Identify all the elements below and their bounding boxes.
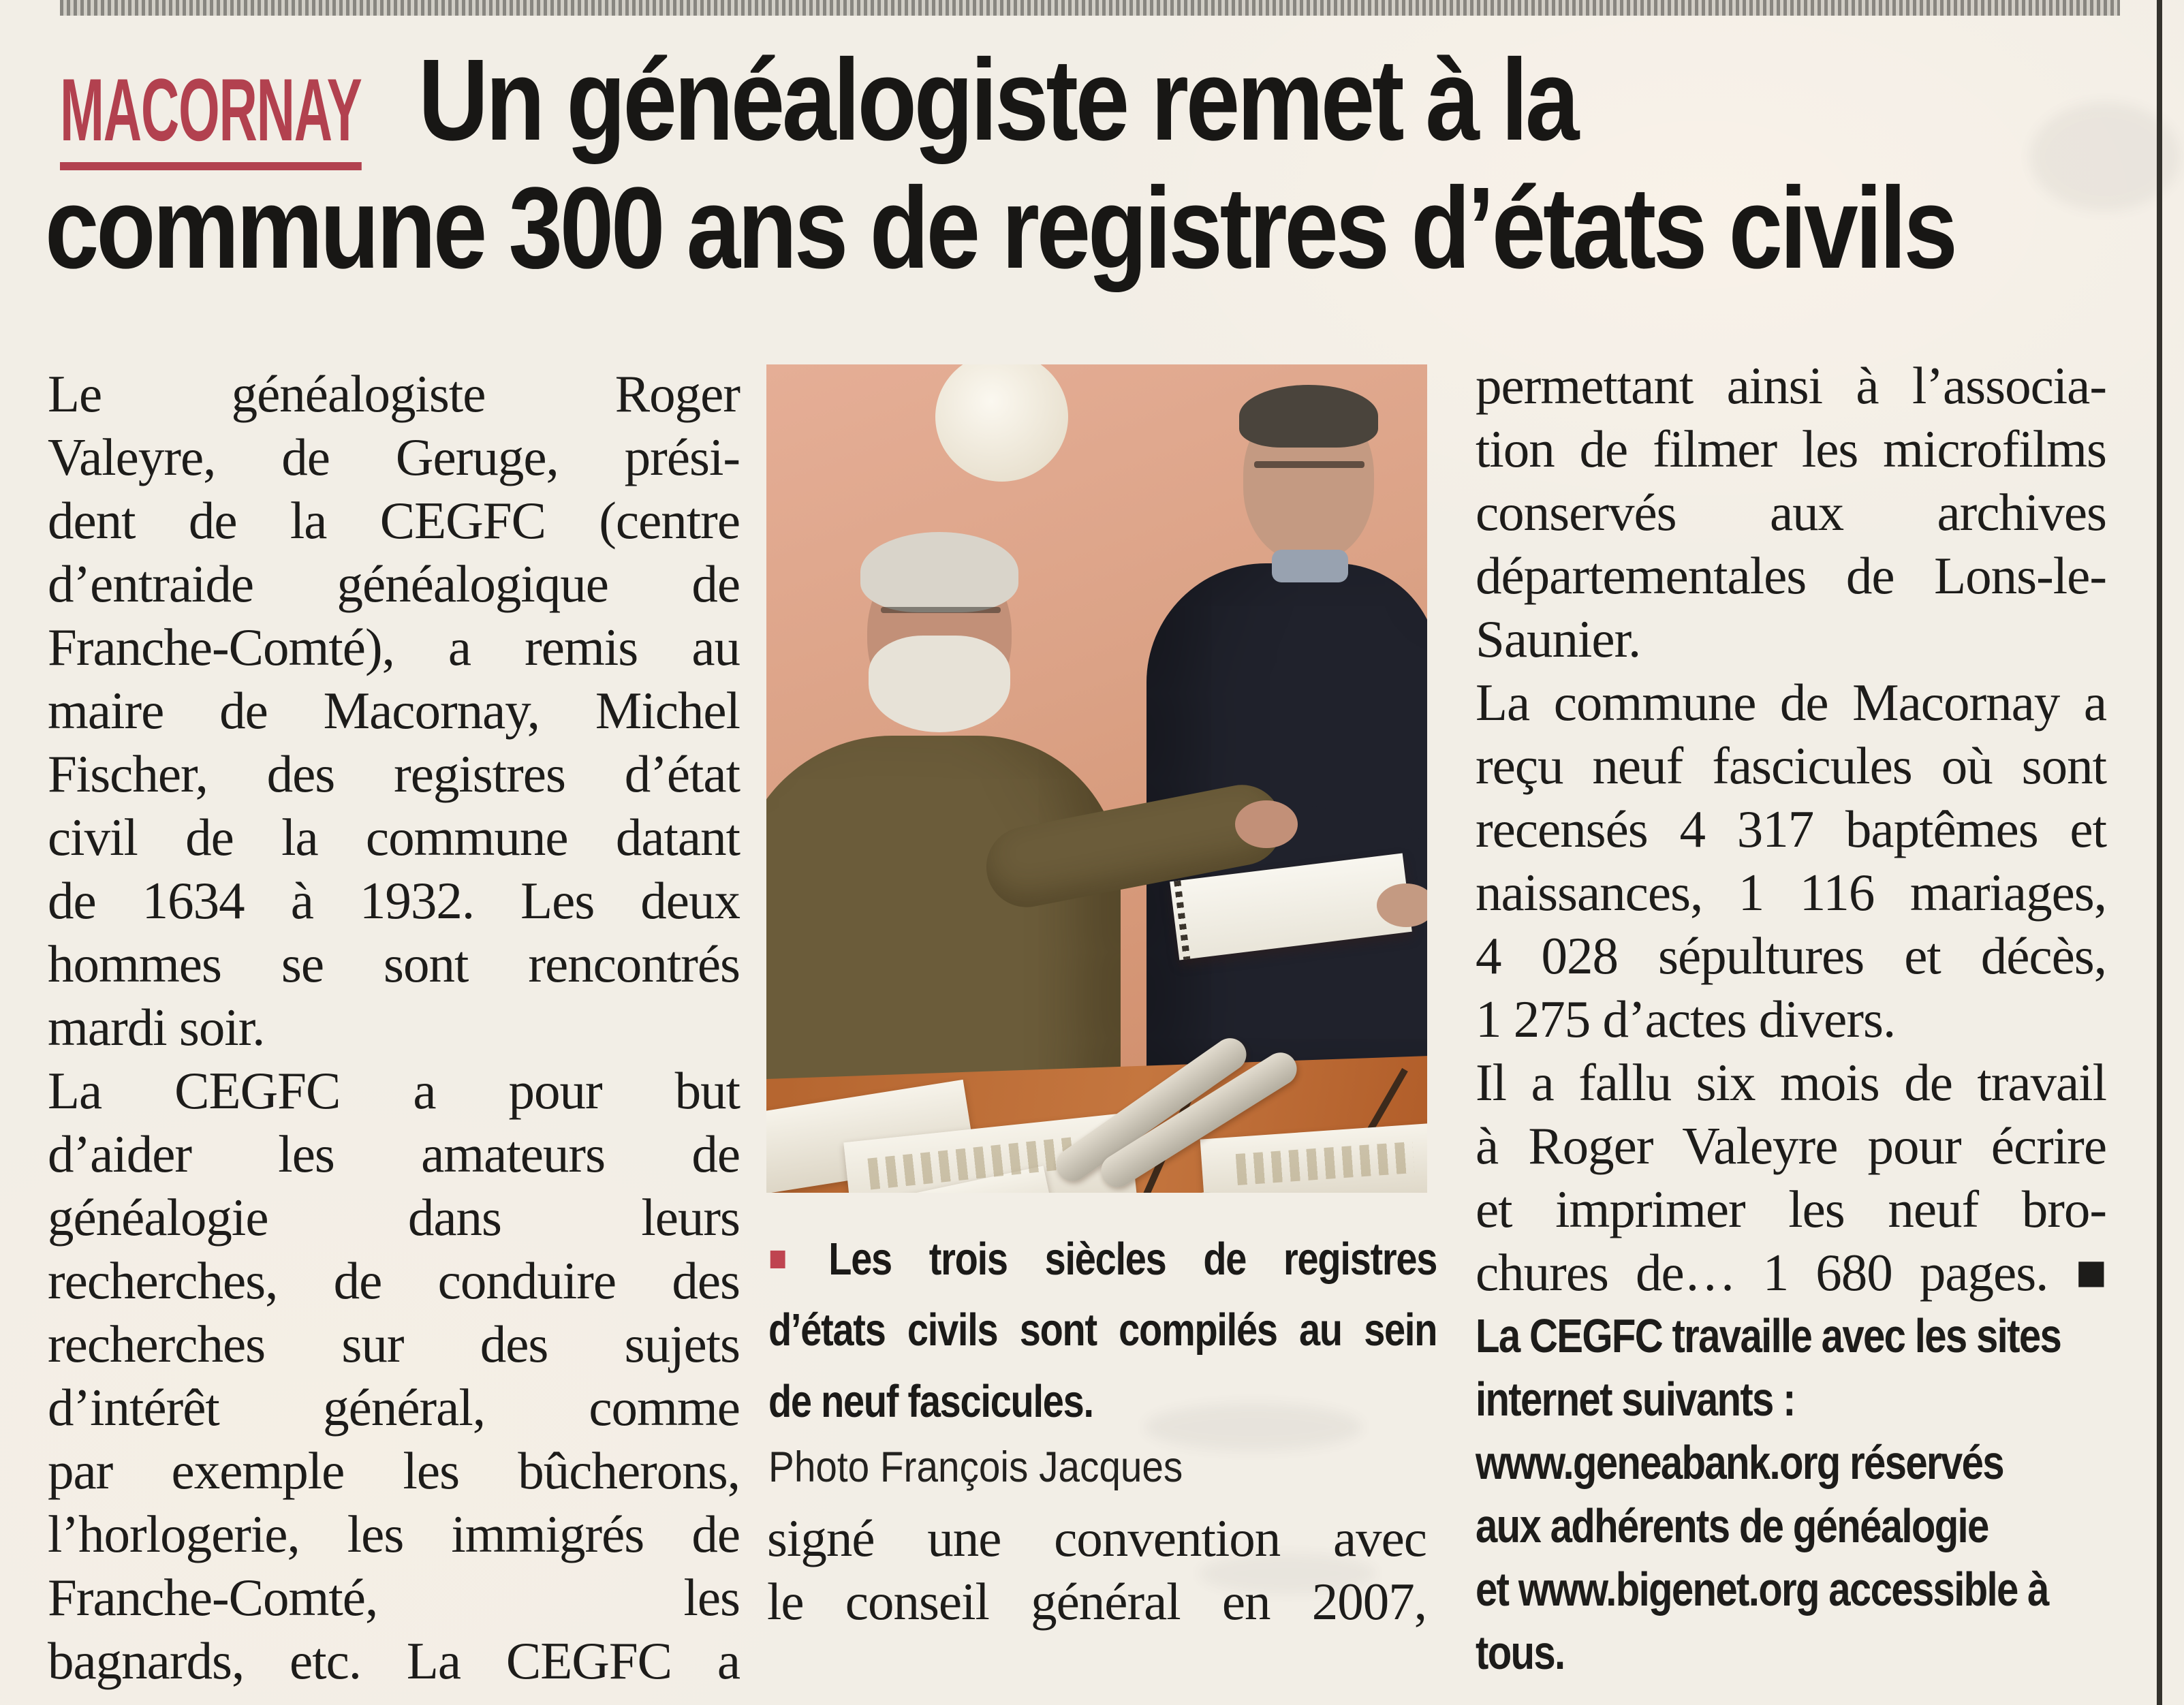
article-middle-column	[767, 1507, 1426, 1633]
body-line: à Roger Valeyre pour écrire	[1476, 1116, 2106, 1175]
body-line: Franche-Comté, les	[48, 1568, 740, 1627]
body-line: départementales de Lons-le-	[1476, 546, 2106, 605]
body-line: maire de Macornay, Michel	[48, 681, 740, 740]
caption-line: d’états civils sont compilés au sein	[768, 1304, 1437, 1356]
body-line: 4 028 sépultures et décès,	[1476, 926, 2106, 985]
body-line: d’intérêt général, comme	[48, 1378, 740, 1437]
body-line-bold: La CEGFC travaille avec les sites	[1476, 1309, 2061, 1362]
body-line-bold: tous.	[1476, 1626, 1565, 1679]
body-line: reçu neuf fascicules où sont	[1476, 736, 2106, 795]
body-line-bold: www.geneabank.org réservés	[1476, 1436, 2003, 1489]
body-line-bold: aux adhérents de généalogie	[1476, 1499, 1988, 1552]
headline-line-1: Un généalogiste remet à la	[418, 35, 1577, 165]
body-line: de 1634 à 1932. Les deux	[48, 871, 740, 930]
body-line: conservés aux archives	[1476, 483, 2106, 542]
body-line: Saunier.	[1476, 610, 1641, 668]
body-line: Le généalogiste Roger	[48, 364, 740, 423]
ceiling-lamp	[935, 364, 1068, 482]
body-line: 1 275 d’actes divers.	[1476, 990, 1896, 1048]
body-line: mardi soir.	[48, 998, 265, 1057]
right-man-glasses	[1254, 461, 1364, 468]
right-man-collar	[1272, 550, 1348, 582]
bleed-through-artifact	[2030, 102, 2180, 211]
body-line: et imprimer les neuf bro-	[1476, 1180, 2106, 1238]
body-line: Il a fallu six mois de travail	[1476, 1053, 2106, 1112]
left-man-hand	[1235, 800, 1298, 848]
body-line: recensés 4 317 baptêmes et	[1476, 800, 2106, 858]
body-line: d’entraide généalogique de	[48, 554, 740, 613]
body-line: naissances, 1 116 mariages,	[1476, 863, 2106, 922]
left-man-hair	[860, 532, 1018, 612]
body-line: recherches sur des sujets	[48, 1315, 740, 1373]
body-line-bold: et www.bigenet.org accessible à	[1476, 1563, 2048, 1616]
body-line: l’horlogerie, les immigrés de	[48, 1505, 740, 1563]
body-line: par exemple les bûcherons,	[48, 1441, 740, 1500]
body-line: La commune de Macornay a	[1476, 673, 2106, 732]
body-line: Franche-Comté), a remis au	[48, 618, 740, 676]
body-line: le conseil général en 2007,	[767, 1572, 1426, 1631]
caption-bullet-icon: ■	[768, 1238, 814, 1279]
caption-text: Les trois siècles de registres	[828, 1234, 1437, 1285]
body-line: Valeyre, de Geruge, prési-	[48, 428, 740, 486]
body-line: bagnards, etc. La CEGFC a	[48, 1631, 740, 1690]
photo-caption	[768, 1223, 1437, 1437]
body-line: dent de la CEGFC (centre	[48, 491, 740, 550]
body-line: tion de filmer les microfilms	[1476, 420, 2106, 478]
body-line-bold: internet suivants :	[1476, 1373, 1795, 1426]
right-man-hair	[1239, 385, 1378, 448]
body-line: hommes se sont rencontrés	[48, 935, 740, 993]
headline-line-2: commune 300 ans de registres d’états civils	[45, 163, 1955, 293]
section-kicker: MACORNAY	[60, 65, 362, 170]
body-line: d’aider les amateurs de	[48, 1125, 740, 1183]
caption-line: de neuf fascicules.	[768, 1376, 1093, 1427]
article-right-column	[1476, 354, 2106, 1685]
article-left-column	[48, 362, 740, 1693]
scan-edge-artifact	[60, 0, 2120, 16]
left-man-beard	[869, 636, 1010, 732]
body-line: civil de la commune datant	[48, 808, 740, 866]
body-line-with-end-marker: chures de… 1 680 pages. ■	[1476, 1243, 2106, 1302]
body-line: Fischer, des registres d’état	[48, 745, 740, 803]
photo-credit: Photo François Jacques	[768, 1443, 1183, 1491]
caption-line	[768, 1223, 1437, 1294]
body-line: recherches, de conduire des	[48, 1251, 740, 1310]
article-photo	[766, 364, 1427, 1193]
body-line: généalogie dans leurs	[48, 1188, 740, 1247]
column-rule	[2157, 0, 2162, 1705]
body-line: permettant ainsi à l’associa-	[1476, 356, 2106, 415]
body-line: signé une convention avec	[767, 1509, 1426, 1567]
body-line: La CEGFC a pour but	[48, 1061, 740, 1120]
left-man-glasses	[881, 607, 1001, 613]
